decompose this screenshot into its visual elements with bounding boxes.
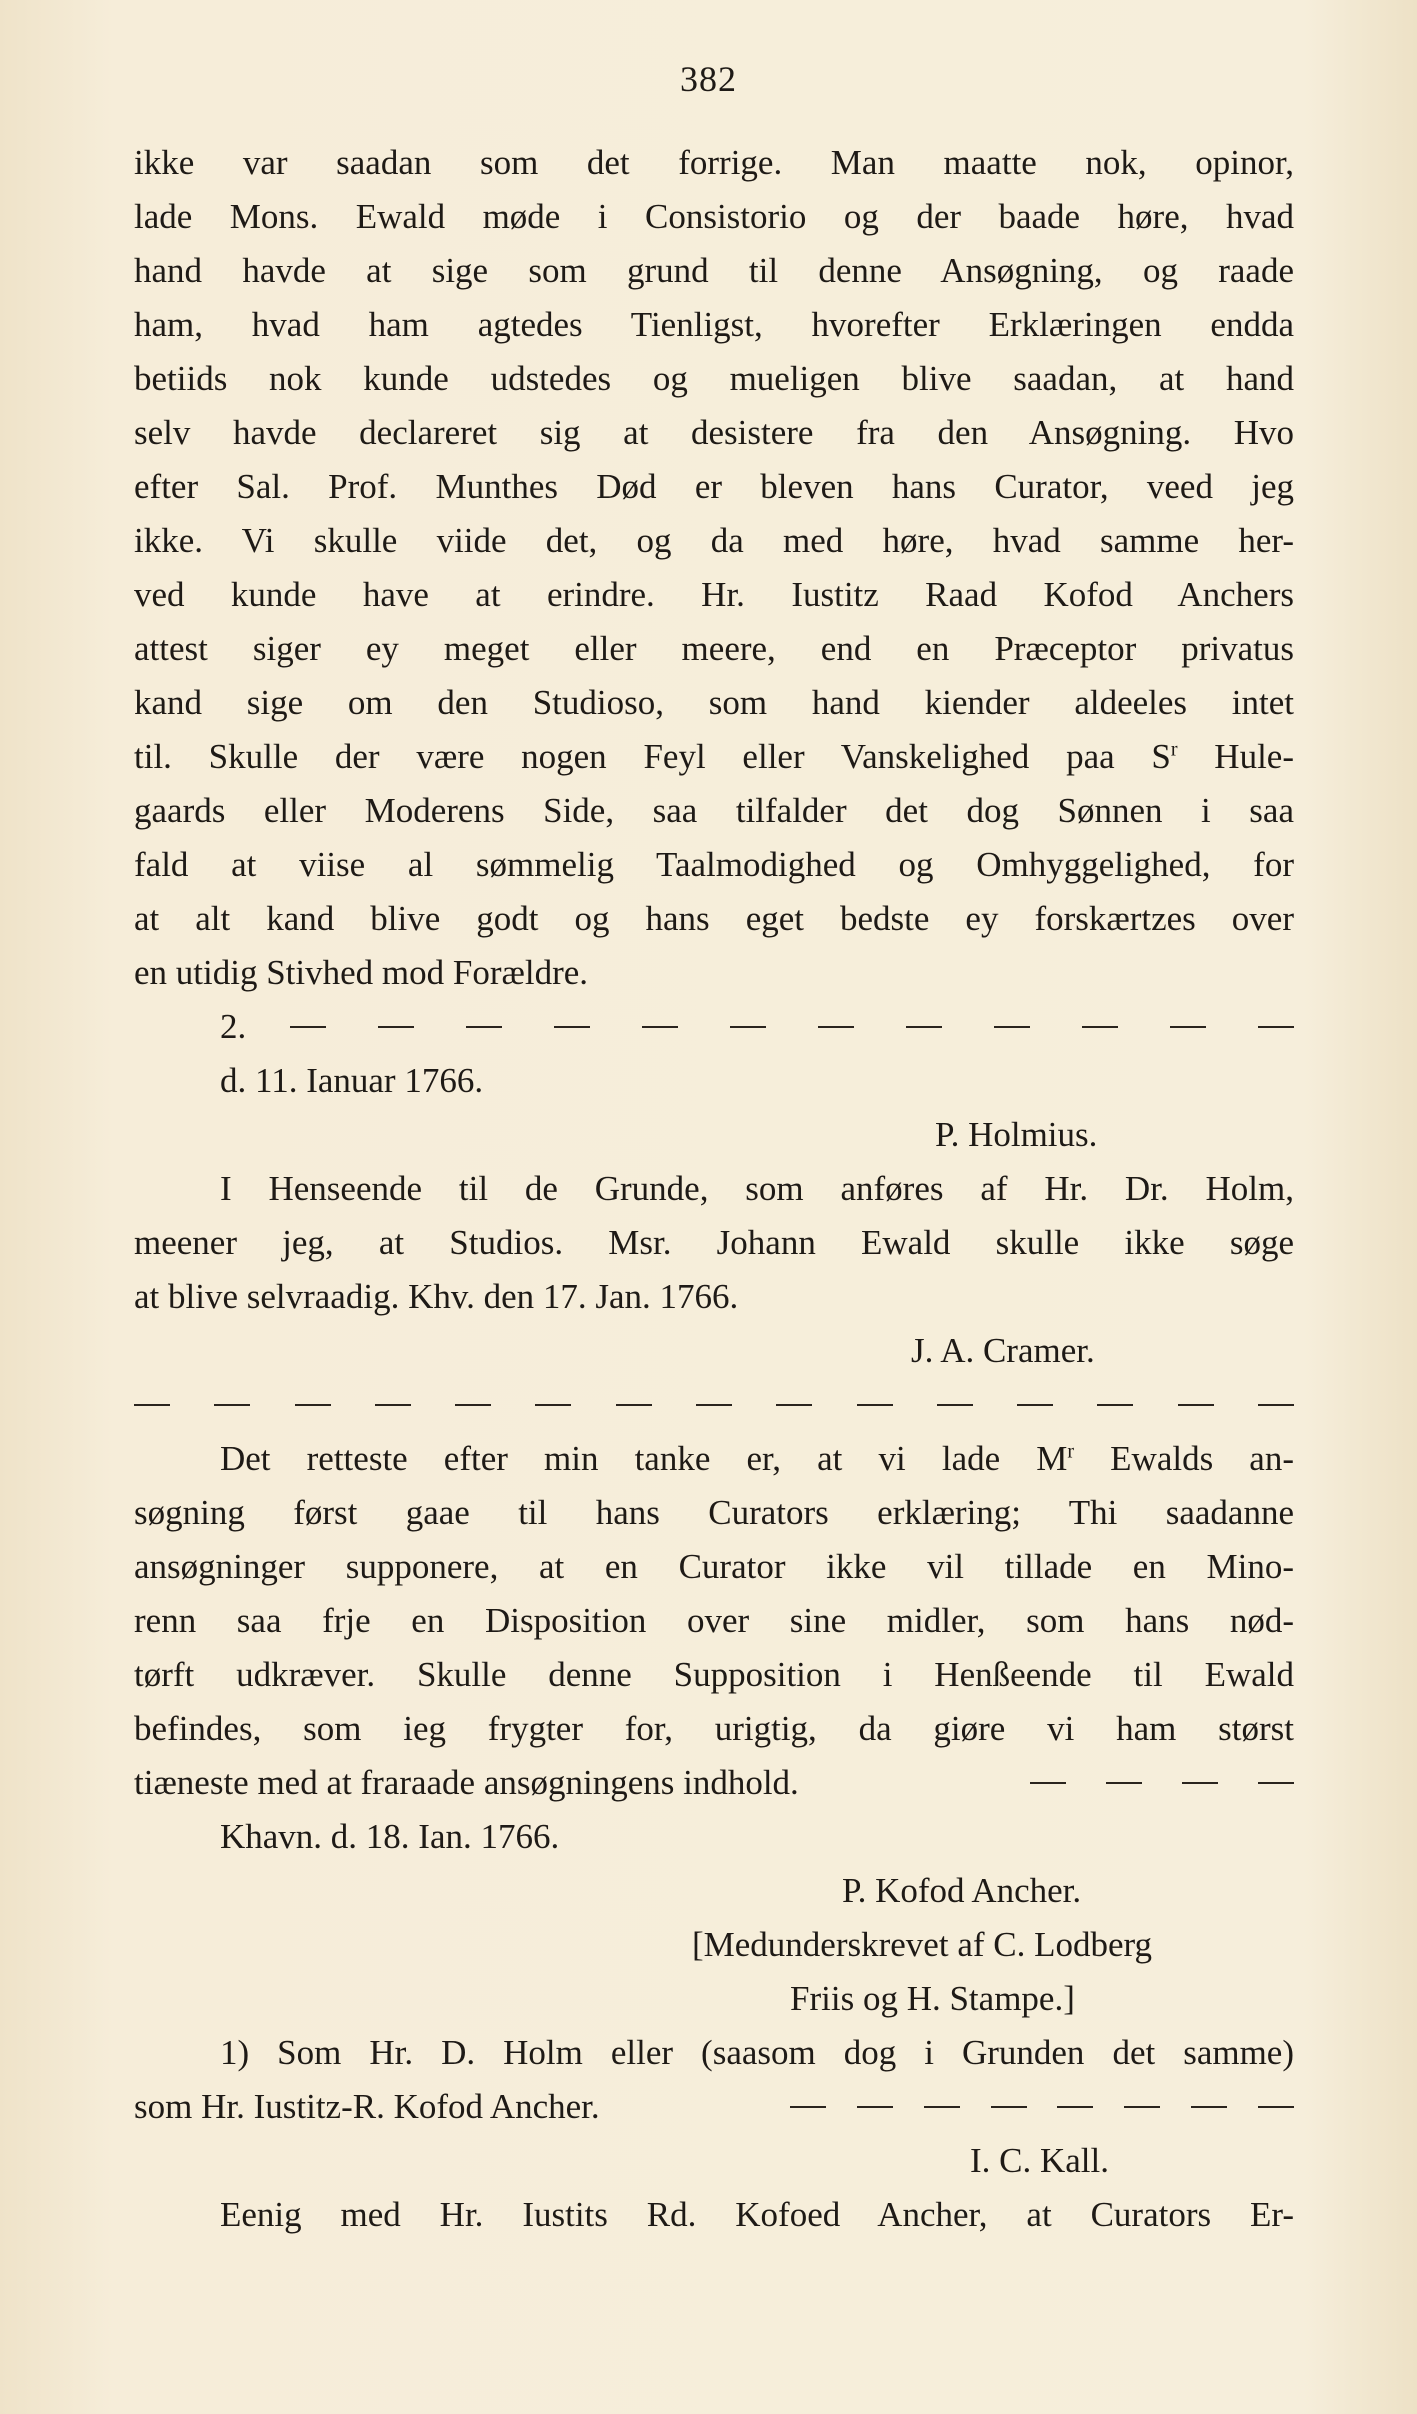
text-line: attest siger ey meget eller meere, end en Præceptor privatus: [134, 629, 1294, 668]
text-line: lade Mons. Ewald møde i Consistorio og der baade høre, hvad: [134, 197, 1294, 236]
dash: [1191, 2106, 1227, 2108]
text-line: [134, 1432, 1294, 1486]
text-line: ikke var saadan som det forrige. Man maatte nok, opinor,: [134, 143, 1294, 182]
dash: [924, 2106, 960, 2108]
dash: [134, 1404, 170, 1406]
text-line: tørft udkræver. Skulle denne Supposition i Henßeende til Ewald: [134, 1655, 1294, 1694]
dash: [1258, 1782, 1294, 1784]
dash-rule: [290, 1000, 1294, 1054]
dash: [937, 1404, 973, 1406]
signature-ancher: P. Kofod Ancher.: [842, 1871, 1082, 1910]
dash: [1258, 1404, 1294, 1406]
dash: [857, 1404, 893, 1406]
cosign-note: [Medunderskrevet af C. Lodberg: [692, 1925, 1153, 1964]
text-line: gaards eller Moderens Side, saa tilfalder det dog Sønnen i saa: [134, 791, 1294, 830]
text-fragment: Hule-: [1177, 737, 1294, 776]
text-line: ikke. Vi skulle viide det, og da med høre, hvad samme her-: [134, 521, 1294, 560]
dash: [1178, 1404, 1214, 1406]
text-fragment: Det retteste efter min tanke er, at vi lade M: [220, 1439, 1068, 1478]
text-line: ham, hvad ham agtedes Tienligst, hvorefter Erklæringen endda: [134, 305, 1294, 344]
dash: [994, 1026, 1030, 1028]
dash: [535, 1404, 571, 1406]
dash: [818, 1026, 854, 1028]
text-line: renn saa frje en Disposition over sine midler, som hans nød-: [134, 1601, 1294, 1640]
text-line: en utidig Stivhed mod Forældre.: [134, 953, 589, 992]
dash: [554, 1026, 590, 1028]
dash: [375, 1404, 411, 1406]
text-line: befindes, som ieg frygter for, urigtig, da giøre vi ham størst: [134, 1709, 1294, 1748]
dash: [616, 1404, 652, 1406]
dash: [1097, 1404, 1133, 1406]
text-line: meener jeg, at Studios. Msr. Johann Ewald skulle ikke søge: [134, 1223, 1294, 1262]
text-line: at blive selvraadig. Khv. den 17. Jan. 1766.: [134, 1277, 739, 1316]
dash: [991, 2106, 1027, 2108]
dash: [776, 1404, 812, 1406]
dash: [1258, 1026, 1294, 1028]
dash-rule: [1030, 1756, 1294, 1810]
text-line: tiæneste med at fraraade ansøgningens indhold.: [134, 1763, 799, 1802]
text-line: hand havde at sige som grund til denne Ansøgning, og raade: [134, 251, 1294, 290]
text-line: 1) Som Hr. D. Holm eller (saasom dog i Grunden det samme): [220, 2033, 1294, 2072]
dash: [696, 1404, 732, 1406]
text-line: betiids nok kunde udstedes og mueligen blive saadan, at hand: [134, 359, 1294, 398]
signature-cramer: J. A. Cramer.: [911, 1331, 1095, 1370]
text-line: I Henseende til de Grunde, som anføres af Hr. Dr. Holm,: [220, 1169, 1294, 1208]
dash: [906, 1026, 942, 1028]
dash: [1057, 2106, 1093, 2108]
superscript: r: [1067, 1440, 1075, 1463]
dash: [1082, 1026, 1118, 1028]
dash: [378, 1026, 414, 1028]
text-line: at alt kand blive godt og hans eget bedste ey forskærtzes over: [134, 899, 1294, 938]
dash-rule: [134, 1378, 1294, 1432]
signature-holmius: P. Holmius.: [935, 1115, 1098, 1154]
text-line: efter Sal. Prof. Munthes Død er bleven hans Curator, veed jeg: [134, 467, 1294, 506]
superscript: r: [1170, 738, 1178, 761]
dash: [1017, 1404, 1053, 1406]
text-line: Eenig med Hr. Iustits Rd. Kofoed Ancher, at Curators Er-: [220, 2195, 1294, 2234]
text-line: fald at viise al sømmelig Taalmodighed og Omhyggelighed, for: [134, 845, 1294, 884]
text-line: kand sige om den Studioso, som hand kiender aldeeles intet: [134, 683, 1294, 722]
dash: [466, 1026, 502, 1028]
date-line: d. 11. Ianuar 1766.: [220, 1061, 484, 1100]
dash: [730, 1026, 766, 1028]
dash-rule: [790, 2080, 1294, 2134]
text-line: søgning først gaae til hans Curators erklæring; Thi saadanne: [134, 1493, 1294, 1532]
dash: [1030, 1782, 1066, 1784]
dash: [1106, 1782, 1142, 1784]
dash: [1124, 2106, 1160, 2108]
dash: [790, 2106, 826, 2108]
date-line: Khavn. d. 18. Ian. 1766.: [220, 1817, 560, 1856]
dash: [857, 2106, 893, 2108]
signature-kall: I. C. Kall.: [970, 2141, 1110, 2180]
dash: [455, 1404, 491, 1406]
dash: [290, 1026, 326, 1028]
dash: [295, 1404, 331, 1406]
cosign-note: Friis og H. Stampe.]: [790, 1979, 1075, 2018]
text-line: ved kunde have at erindre. Hr. Iustitz Raad Kofod Anchers: [134, 575, 1294, 614]
dash: [214, 1404, 250, 1406]
text-line: ansøgninger supponere, at en Curator ikke vil tillade en Mino-: [134, 1547, 1294, 1586]
text-line: som Hr. Iustitz-R. Kofod Ancher.: [134, 2087, 600, 2126]
dash: [1170, 1026, 1206, 1028]
section-number: 2.: [220, 1007, 247, 1046]
text-line: [134, 730, 1294, 784]
dash: [642, 1026, 678, 1028]
text-fragment: Ewalds an-: [1074, 1439, 1294, 1478]
dash: [1258, 2106, 1294, 2108]
text-line: selv havde declareret sig at desistere fra den Ansøgning. Hvo: [134, 413, 1294, 452]
dash: [1182, 1782, 1218, 1784]
page-number: 382: [680, 59, 737, 99]
text-fragment: til. Skulle der være nogen Feyl eller Vanskelighed paa S: [134, 737, 1171, 776]
